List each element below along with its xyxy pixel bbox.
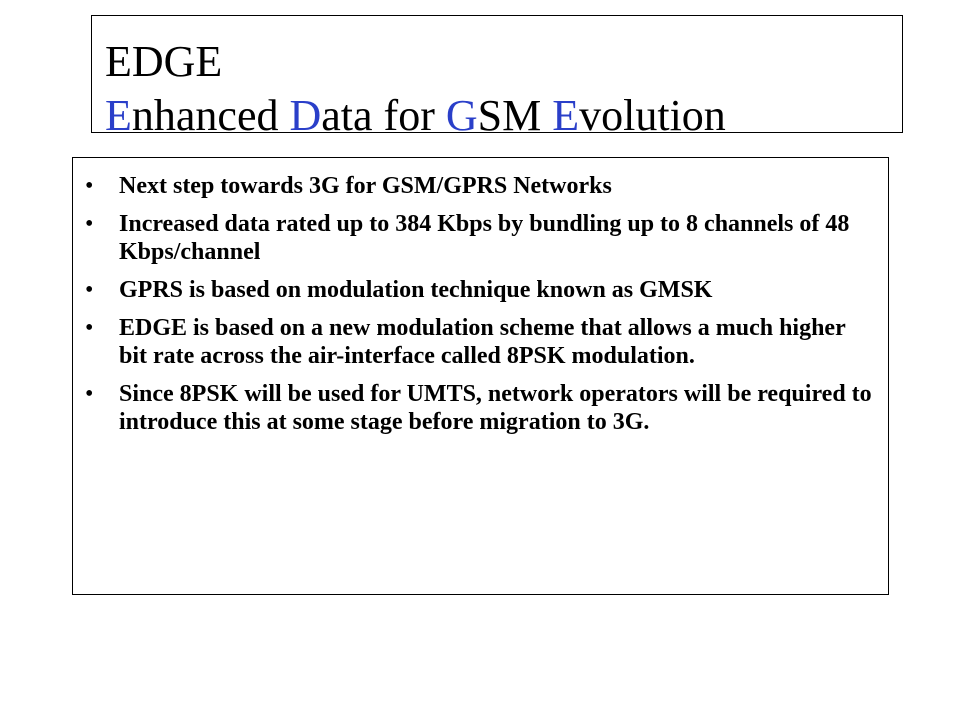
- subtitle-segment: SM: [477, 91, 553, 133]
- bullet-text: GPRS is based on modulation technique known as GMSK: [119, 277, 713, 303]
- bullet-icon: •: [85, 381, 94, 407]
- bullet-icon: •: [85, 277, 94, 303]
- slide-title-box: [91, 15, 903, 133]
- bullet-icon: •: [85, 211, 94, 237]
- bullet-icon: •: [85, 315, 94, 341]
- subtitle-segment: D: [289, 91, 322, 133]
- bullet-text: Next step towards 3G for GSM/GPRS Networks: [119, 173, 612, 199]
- slide-title: EDGE: [105, 37, 223, 86]
- bullet-item: [83, 276, 873, 304]
- bullet-text: EDGE is based on a new modulation scheme that allows a much higher bit rate across the air-interface called 8PSK modulation.: [119, 315, 846, 369]
- subtitle-segment: G: [445, 91, 478, 133]
- subtitle-segment: ata for: [321, 91, 446, 133]
- bullet-text: Since 8PSK will be used for UMTS, network operators will be required to introduce this at some stage before migration to 3G.: [119, 381, 872, 435]
- slide-subtitle: [105, 91, 726, 133]
- bullet-text: Increased data rated up to 384 Kbps by bundling up to 8 channels of 48 Kbps/channel: [119, 211, 850, 265]
- bullet-item: [83, 380, 873, 436]
- bullet-item: [83, 172, 873, 200]
- bullet-item: [83, 314, 873, 370]
- subtitle-segment: E: [552, 91, 580, 133]
- subtitle-segment: volution: [579, 91, 726, 133]
- bullet-list: [83, 172, 873, 446]
- bullet-icon: •: [85, 173, 94, 199]
- subtitle-segment: E: [105, 91, 132, 133]
- bullet-item: [83, 210, 873, 266]
- subtitle-segment: nhanced: [131, 91, 290, 133]
- slide-content-box: [72, 157, 889, 595]
